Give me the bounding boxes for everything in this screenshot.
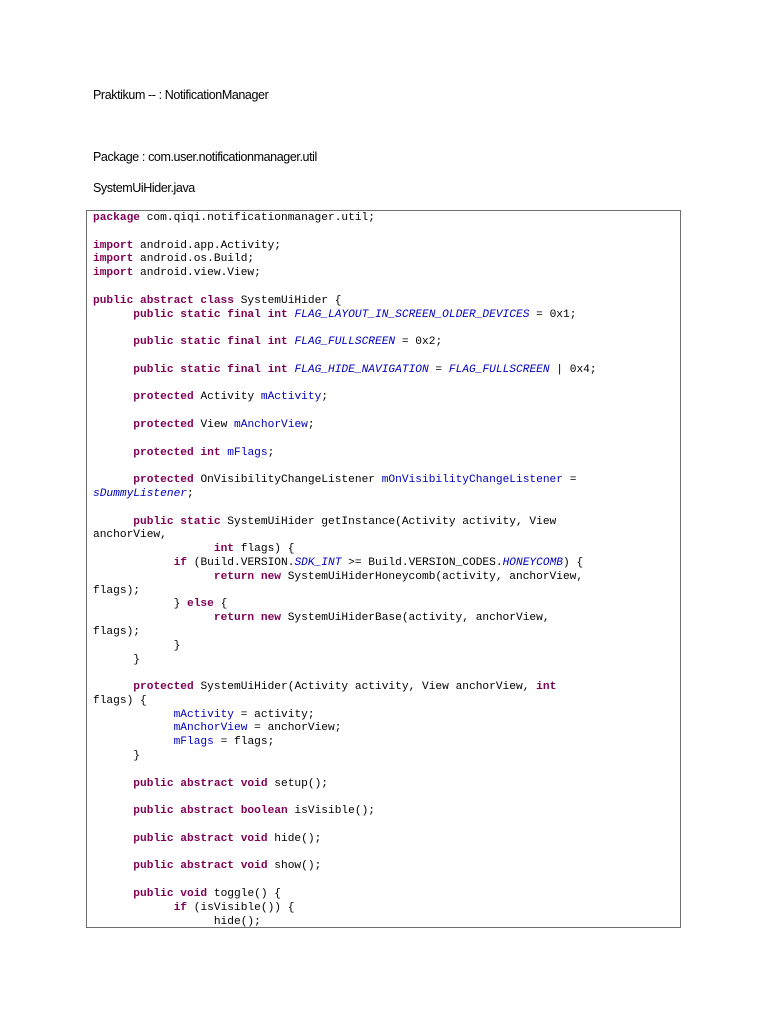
code-text: Activity: [193, 391, 261, 404]
code-keyword: public abstract void: [133, 777, 268, 790]
code-keyword: if: [173, 901, 188, 914]
code-text: >= Build.VERSION_CODES.: [341, 556, 503, 569]
code-text: View: [193, 418, 235, 431]
code-static-field: FLAG_FULLSCREEN: [448, 363, 550, 376]
code-text: =: [428, 363, 449, 376]
code-line: [93, 226, 597, 240]
code-line: [93, 888, 597, 902]
code-text: ;: [267, 446, 275, 459]
code-text: [93, 336, 133, 348]
code-text: (isVisible()) {: [187, 901, 295, 914]
code-text: = 0x2;: [395, 336, 443, 349]
code-line: [93, 502, 597, 516]
code-static-field: FLAG_FULLSCREEN: [294, 336, 396, 349]
code-keyword: return new: [213, 612, 281, 625]
code-text: [93, 543, 214, 555]
code-line: [93, 488, 597, 502]
code-field: mAnchorView: [234, 418, 308, 431]
code-keyword: protected: [133, 418, 194, 431]
code-line: [93, 654, 597, 668]
code-keyword: else: [187, 598, 214, 611]
code-text: android.os.Build;: [133, 253, 255, 266]
code-line: [93, 667, 597, 681]
code-text: [93, 474, 133, 486]
code-line: [93, 433, 597, 447]
code-keyword: public abstract class: [93, 294, 234, 307]
code-text: [93, 902, 174, 914]
code-text: | 0x4;: [549, 363, 597, 376]
code-line: [93, 460, 597, 474]
code-text: android.view.View;: [133, 267, 261, 280]
code-line: [93, 626, 597, 640]
code-field: mOnVisibilityChangeListener: [381, 474, 563, 487]
code-line: [93, 336, 597, 350]
code-text: flags);: [93, 625, 140, 638]
code-line: [93, 902, 597, 916]
code-line: [93, 916, 597, 928]
code-listing: [93, 212, 597, 928]
code-text: [93, 447, 133, 459]
code-line: [93, 516, 597, 530]
code-line: [93, 543, 597, 557]
code-line: [93, 695, 597, 709]
code-text: [93, 888, 133, 900]
code-line: [93, 391, 597, 405]
code-keyword: int: [536, 681, 557, 694]
code-text: isVisible();: [287, 805, 375, 818]
code-text: = flags;: [213, 736, 275, 749]
code-static-field: SDK_INT: [294, 556, 342, 569]
code-text: ;: [321, 391, 329, 404]
code-line: [93, 833, 597, 847]
code-field: mFlags: [227, 446, 268, 459]
code-keyword: int: [213, 543, 235, 556]
code-text: ) {: [563, 556, 584, 569]
code-keyword: public abstract boolean: [133, 805, 288, 818]
code-text: hide();: [267, 832, 322, 845]
code-line: [93, 736, 597, 750]
code-keyword: public static final int: [133, 363, 288, 376]
code-text: }: [93, 653, 140, 666]
code-keyword: protected int: [133, 446, 221, 459]
code-static-field: HONEYCOMB: [502, 556, 564, 569]
code-line: [93, 240, 597, 254]
code-keyword: package: [93, 212, 140, 224]
code-text: flags);: [93, 584, 140, 597]
code-text: OnVisibilityChangeListener: [193, 474, 382, 487]
code-line: [93, 874, 597, 888]
code-text: [93, 833, 133, 845]
code-text: (Build.VERSION.: [187, 556, 295, 569]
code-line: [93, 405, 597, 419]
code-text: }: [93, 598, 187, 611]
code-text: [93, 805, 133, 817]
code-text: [93, 681, 133, 693]
code-keyword: public abstract void: [133, 860, 268, 873]
code-text: }: [93, 750, 140, 763]
code-keyword: import: [93, 253, 134, 266]
code-keyword: public static final int: [133, 336, 288, 349]
code-text: [93, 860, 133, 872]
code-line: [93, 295, 597, 309]
code-line: [93, 681, 597, 695]
code-static-field: FLAG_LAYOUT_IN_SCREEN_OLDER_DEVICES: [294, 308, 530, 321]
code-text: setup();: [267, 777, 329, 790]
code-listing-box: [86, 210, 681, 928]
code-text: SystemUiHiderBase(activity, anchorView,: [281, 612, 550, 625]
code-text: [93, 736, 174, 748]
code-text: ;: [187, 487, 194, 500]
code-line: [93, 474, 597, 488]
code-text: = activity;: [234, 708, 315, 721]
code-line: [93, 847, 597, 861]
code-text: [93, 709, 174, 721]
code-text: SystemUiHider(Activity activity, View anchorView,: [193, 681, 537, 694]
code-keyword: public static final int: [133, 308, 288, 321]
code-text: com.qiqi.notificationmanager.util;: [140, 212, 375, 224]
file-name: SystemUiHider.java: [93, 181, 195, 195]
code-keyword: protected: [133, 681, 194, 694]
code-text: [93, 309, 133, 321]
code-keyword: return new: [213, 570, 281, 583]
code-line: [93, 350, 597, 364]
code-keyword: protected: [133, 474, 194, 487]
code-line: [93, 750, 597, 764]
code-text: [93, 778, 133, 790]
code-text: = anchorView;: [247, 722, 342, 735]
code-keyword: public void: [133, 888, 208, 901]
code-line: [93, 364, 597, 378]
code-line: [93, 805, 597, 819]
code-line: [93, 267, 597, 281]
code-field: mAnchorView: [173, 722, 248, 735]
code-text: SystemUiHider getInstance(Activity activity, View: [220, 515, 557, 528]
code-line: [93, 571, 597, 585]
code-text: {: [213, 598, 228, 611]
document-title: Praktikum -- : NotificationManager: [93, 88, 269, 102]
code-keyword: import: [93, 267, 134, 280]
code-keyword: if: [173, 556, 188, 569]
code-field: mFlags: [173, 736, 214, 749]
code-line: [93, 778, 597, 792]
code-text: }: [93, 639, 181, 652]
code-text: =: [563, 474, 577, 487]
code-text: = 0x1;: [529, 308, 577, 321]
code-line: [93, 322, 597, 336]
code-line: [93, 709, 597, 723]
code-keyword: protected: [133, 391, 194, 404]
code-text: [93, 612, 214, 624]
code-line: [93, 722, 597, 736]
code-text: [93, 557, 174, 569]
code-line: [93, 309, 597, 323]
code-line: [93, 253, 597, 267]
package-line: Package : com.user.notificationmanager.util: [93, 150, 317, 164]
code-keyword: public static: [133, 515, 221, 528]
code-field: mActivity: [173, 708, 235, 721]
code-text: show();: [267, 860, 322, 873]
code-text: ;: [307, 418, 315, 431]
code-line: [93, 764, 597, 778]
code-field: mActivity: [260, 391, 322, 404]
code-keyword: public abstract void: [133, 832, 268, 845]
code-line: [93, 447, 597, 461]
code-text: [93, 391, 133, 403]
code-text: [93, 419, 133, 431]
code-text: anchorView,: [93, 529, 167, 542]
code-text: flags) {: [234, 543, 295, 556]
code-text: [93, 571, 214, 583]
code-text: android.app.Activity;: [133, 239, 281, 252]
code-line: [93, 819, 597, 833]
code-line: [93, 860, 597, 874]
code-line: [93, 585, 597, 599]
code-line: [93, 557, 597, 571]
code-line: [93, 529, 597, 543]
code-text: hide();: [93, 915, 261, 928]
code-text: toggle() {: [207, 888, 282, 901]
code-line: [93, 281, 597, 295]
code-line: [93, 419, 597, 433]
code-line: [93, 212, 597, 226]
code-text: [93, 722, 174, 734]
code-text: flags) {: [93, 694, 147, 707]
code-line: [93, 791, 597, 805]
code-line: [93, 378, 597, 392]
code-static-field: sDummyListener: [93, 487, 187, 500]
code-text: [93, 516, 133, 528]
code-line: [93, 612, 597, 626]
code-line: [93, 598, 597, 612]
code-static-field: FLAG_HIDE_NAVIGATION: [294, 363, 429, 376]
code-text: SystemUiHider {: [234, 294, 342, 307]
code-keyword: import: [93, 239, 134, 252]
code-line: [93, 640, 597, 654]
code-text: [93, 364, 133, 376]
code-text: SystemUiHiderHoneycomb(activity, anchorView,: [281, 570, 584, 583]
